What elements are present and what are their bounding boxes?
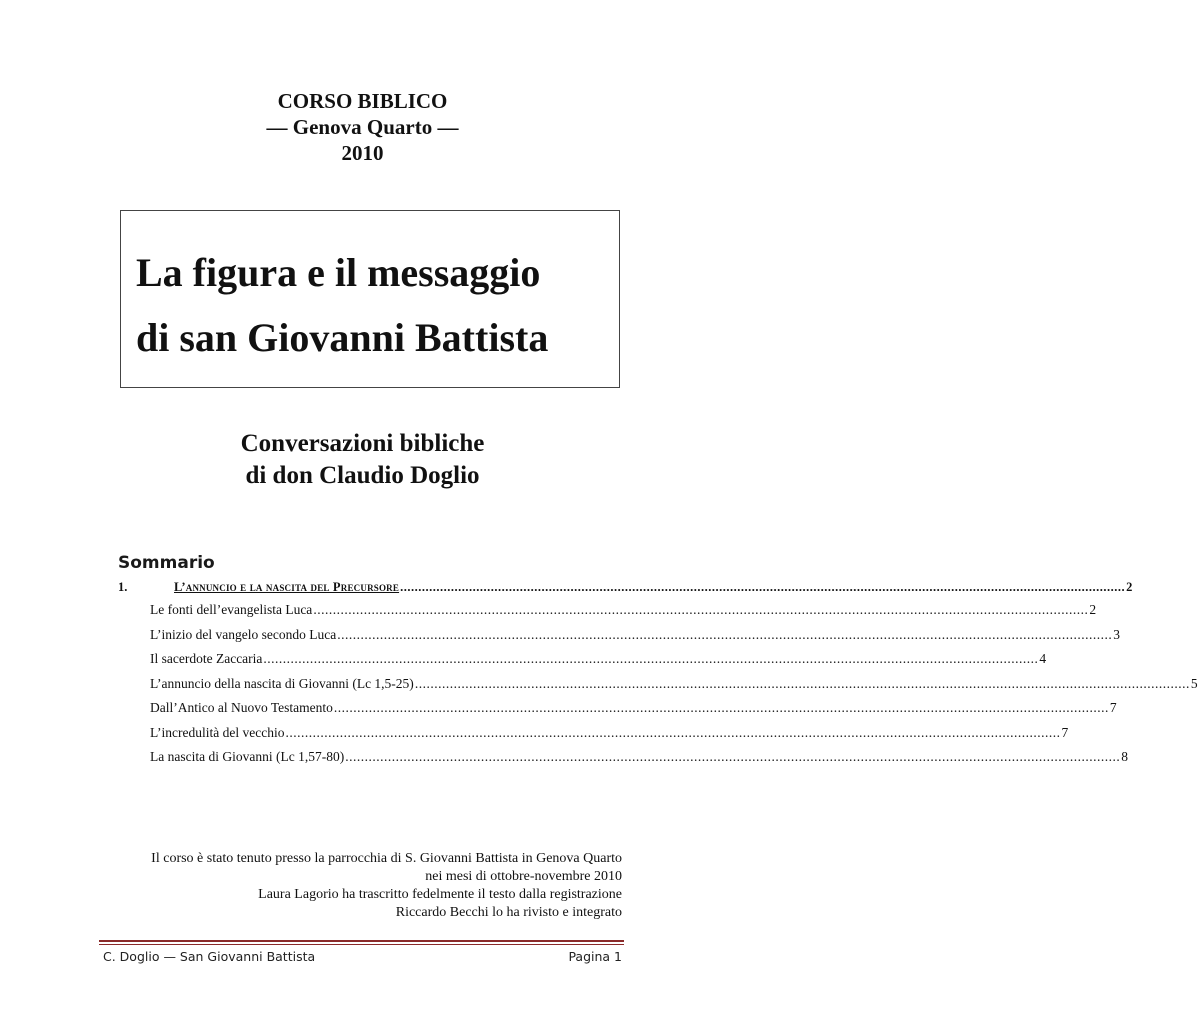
summary-heading: Sommario (118, 553, 215, 573)
toc-chapter-title[interactable]: L’annuncio e la nascita del Precursore (174, 580, 400, 594)
footer-rule-thin (99, 944, 624, 945)
toc-entry-page: 4 (1039, 651, 1047, 666)
credits (62, 850, 622, 922)
toc-leader: ........................................................................................................................................................................................................ (285, 724, 1061, 740)
toc-chapter-number: 1. (118, 580, 128, 594)
subtitle-line-2: di don Claudio Doglio (245, 462, 480, 489)
course-name: CORSO BIBLICO (277, 89, 448, 113)
toc-entry[interactable] (118, 651, 1047, 676)
toc-entry-title[interactable]: Il sacerdote Zaccaria (150, 651, 263, 666)
toc-leader: ........................................................................................................................................................................................................ (337, 626, 1113, 642)
toc-entry[interactable] (118, 602, 1097, 627)
credits-line-2: nei mesi di ottobre-novembre 2010 (425, 869, 622, 884)
table-of-contents (118, 580, 1198, 774)
toc-leader: ........................................................................................................................................................................................................ (333, 700, 1109, 715)
toc-entry-title[interactable]: L’inizio del vangelo secondo Luca (150, 626, 337, 642)
toc-entry-page: 7 (1109, 700, 1117, 715)
toc-entry-title[interactable]: L’annuncio della nascita di Giovanni (Lc 1,5-25) (150, 675, 414, 691)
footer-page-number: Pagina 1 (568, 949, 622, 964)
toc-entry-title[interactable]: L’incredulità del vecchio (150, 724, 285, 740)
toc-leader: ........................................................................................................................................................................................................ (263, 651, 1039, 666)
toc-entry[interactable] (118, 749, 1128, 774)
course-header (0, 88, 725, 166)
subtitle-line-1: Conversazioni bibliche (240, 430, 485, 457)
toc-entry-page: 8 (1121, 749, 1128, 764)
toc-leader: ........................................................................................................................................................................................................ (313, 602, 1089, 617)
toc-entry-page: 2 (1089, 602, 1097, 617)
toc-entry-title[interactable]: Le fonti dell’evangelista Luca (150, 602, 313, 617)
footer-rule (99, 940, 624, 942)
subtitle (0, 428, 725, 492)
toc-entry[interactable] (118, 675, 1198, 701)
credits-line-4: Riccardo Becchi lo ha rivisto e integrato (395, 905, 622, 920)
title-line-2: di san Giovanni Battista (136, 315, 549, 360)
toc-entry-title[interactable]: La nascita di Giovanni (Lc 1,57-80) (150, 749, 345, 764)
toc-chapter-page: 2 (1126, 580, 1133, 594)
toc-entry[interactable] (118, 724, 1069, 750)
toc-leader: ........................................................................................................................................................................................................ (414, 675, 1190, 691)
course-year: 2010 (341, 141, 384, 165)
footer-left: C. Doglio — San Giovanni Battista (103, 949, 316, 964)
title-box (120, 210, 620, 388)
toc-entry[interactable] (118, 700, 1117, 725)
toc-leader: ........................................................................................................................................................................................................ (345, 749, 1121, 764)
toc-entry-title[interactable]: Dall’Antico al Nuovo Testamento (150, 700, 333, 715)
toc-entry-page: 3 (1113, 626, 1120, 642)
toc-entry[interactable] (118, 626, 1120, 652)
course-location: — Genova Quarto — (266, 115, 459, 139)
title-line-1: La figura e il messaggio (136, 250, 541, 295)
credits-line-1: Il corso è stato tenuto presso la parrocchia di S. Giovanni Battista in Genova Quarto (151, 851, 622, 866)
toc-entry-page: 5 (1190, 675, 1198, 691)
toc-leader: ........................................................................................................................................................................................................ (400, 580, 1126, 594)
toc-chapter[interactable] (118, 580, 1133, 602)
credits-line-3: Laura Lagorio ha trascritto fedelmente il testo dalla registrazione (258, 887, 622, 902)
toc-entry-page: 7 (1061, 724, 1069, 740)
